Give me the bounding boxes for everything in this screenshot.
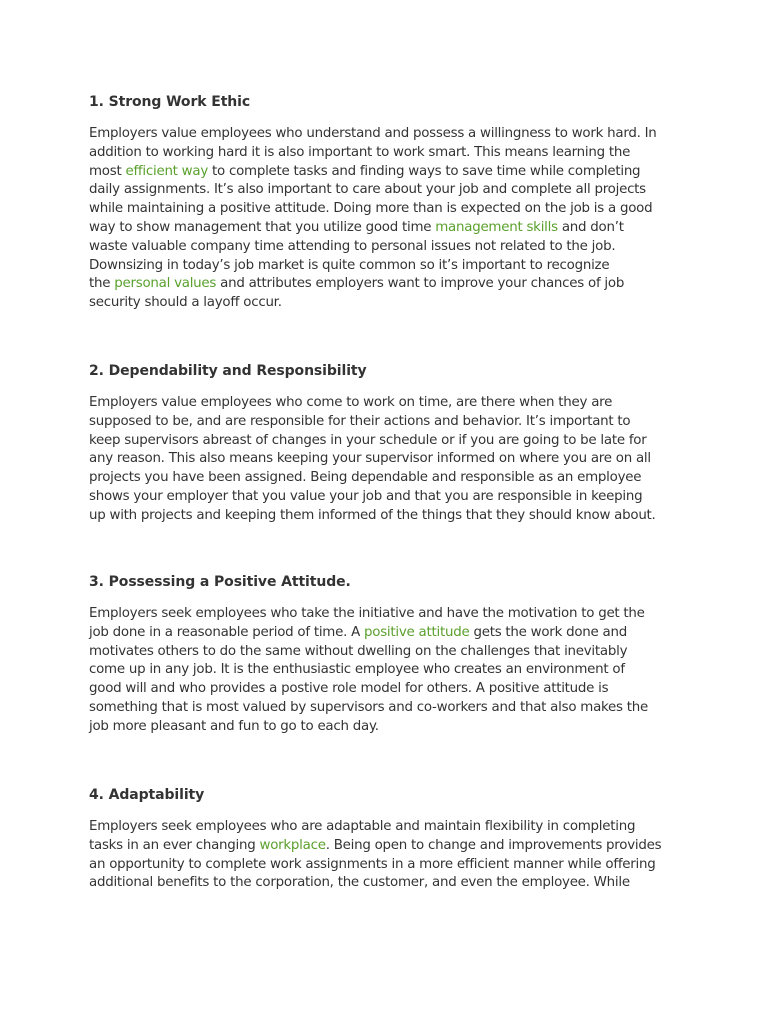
link-management-skills[interactable]: management skills [435, 219, 558, 235]
link-positive-attitude[interactable]: positive attitude [364, 624, 470, 640]
link-workplace[interactable]: workplace [259, 837, 326, 853]
section-dependability [89, 360, 689, 526]
link-efficient-way[interactable]: efficient way [125, 163, 209, 179]
section-positive-attitude [89, 571, 689, 737]
section-paragraph: Employers seek employees who are adaptable and maintain flexibility in completing tasks in an ever changing workplace. Being open to change and improvements provides an opportunity to complete work assignments in a more efficient manner while offering additional benefits to the corporation, the customer, and even the employee. While [89, 819, 662, 891]
section-paragraph: Employers seek employees who take the initiative and have the motivation to get the job done in a reasonable period of time. A positive attitude gets the work done and motivates others to do the same without dwelling on the challenges that inevitably come up in any job. It is the enthusiastic employee who creates an environment of good will and who provides a postive role model for others. A positive attitude is something that is most valued by supervisors and co-workers and that also makes the job more pleasant and fun to go to each day. [89, 606, 649, 734]
section-title: 1. Strong Work Ethic [89, 94, 251, 110]
section-title: 3. Possessing a Positive Attitude. [89, 574, 351, 590]
section-paragraph: Employers value employees who come to work on time, are there when they are supposed to be, and are responsible for their actions and behavior. It’s important to keep supervisors abreast of changes in your schedule or if you are going to be late for any reason. This also means keeping your supervisor informed on where you are on all projects you have been assigned. Being dependable and responsible as an employee shows your employer that you value your job and that you are responsible in keeping up with projects and keeping them informed of the things that they should know about. [89, 395, 656, 523]
section-title: 2. Dependability and Responsibility [89, 363, 367, 379]
link-personal-values[interactable]: personal values [114, 276, 217, 292]
section-strong-work-ethic [89, 91, 689, 313]
section-paragraph: Employers value employees who understand and possess a willingness to work hard. In addition to working hard it is also important to work smart. This means learning the most efficient way to complete tasks and finding ways to save time while completing daily assignments. It’s also important to care about your job and complete all projects while maintaining a positive attitude. Doing more than is expected on the job is a good way to show management that you utilize good time management skills and don’t waste valuable company time attending to personal issues not related to the job. Downsizing in today’s job market is quite common so it’s important to recognize the personal values and attributes employers want to improve your chances of job security should a layoff occur. [89, 126, 657, 311]
section-adaptability [89, 784, 689, 893]
section-title: 4. Adaptability [89, 787, 205, 803]
